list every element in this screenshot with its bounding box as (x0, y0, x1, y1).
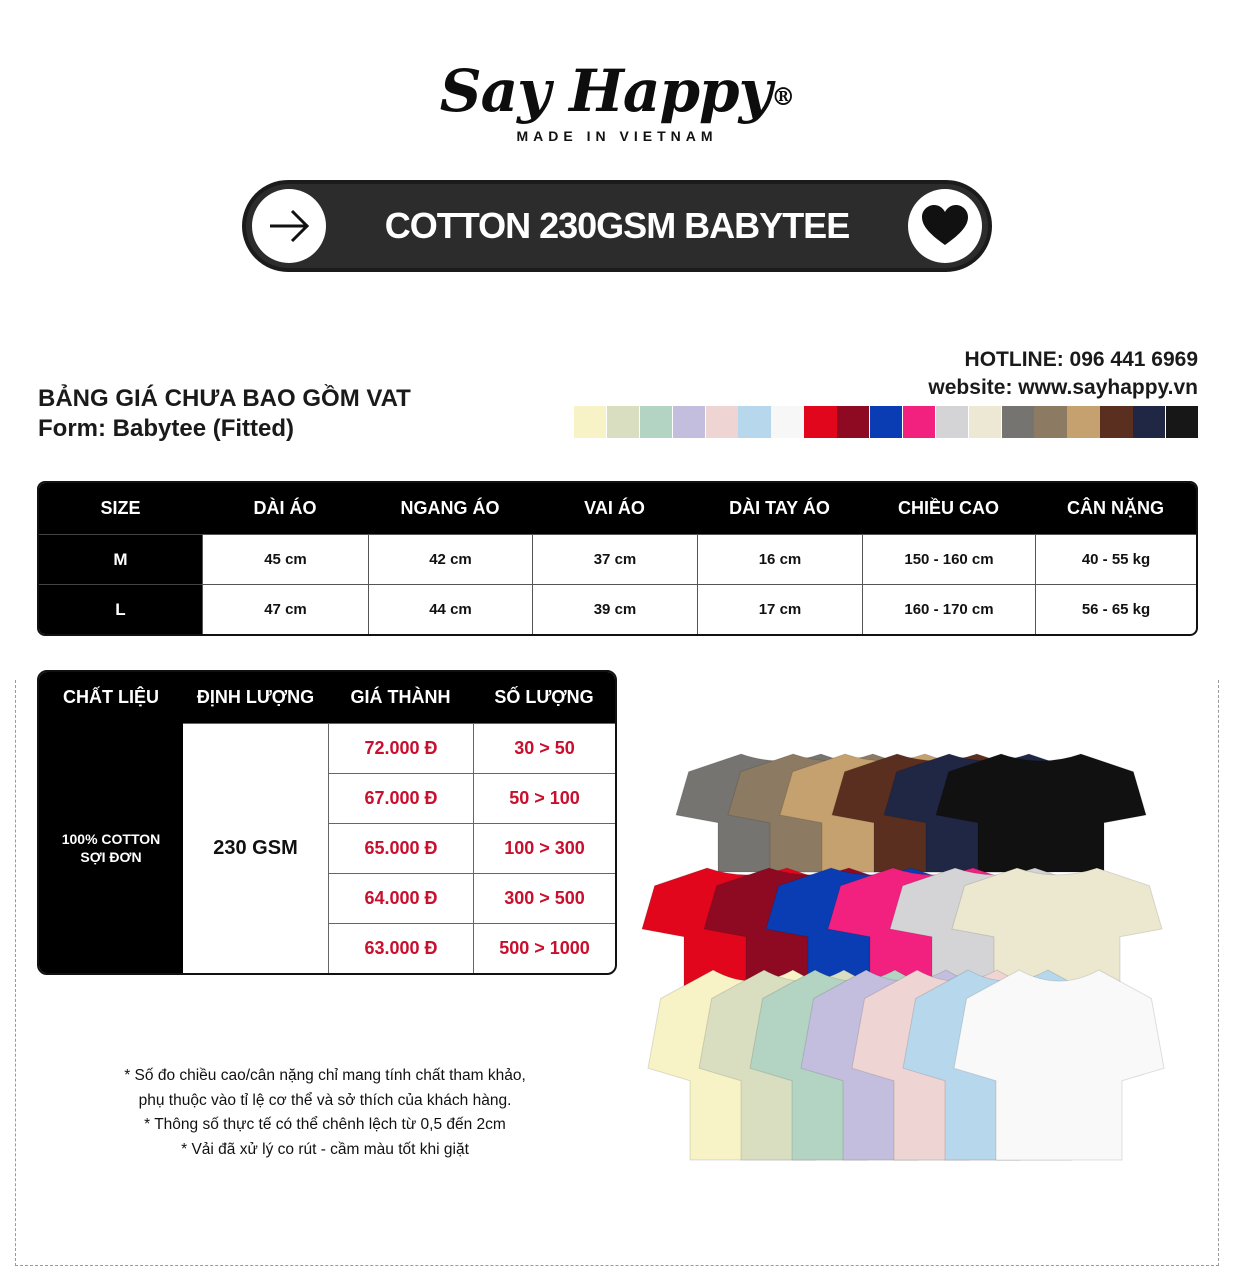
table-cell: 17 cm (697, 584, 862, 634)
color-swatch (673, 406, 705, 438)
form-label: Form: Babytee (Fitted) (38, 415, 295, 442)
product-title: COTTON 230GSM BABYTEE (384, 205, 850, 246)
color-swatch (706, 406, 738, 438)
color-swatch (1100, 406, 1132, 438)
quantity-cell: 100 > 300 (473, 823, 615, 873)
vat-note: BẢNG GIÁ CHƯA BAO GỒM VAT (38, 385, 411, 412)
product-banner (242, 180, 992, 272)
color-swatch (738, 406, 770, 438)
quantity-cell: 50 > 100 (473, 773, 615, 823)
table-row (39, 723, 615, 773)
color-swatch (936, 406, 968, 438)
table-cell: 56 - 65 kg (1035, 584, 1196, 634)
brand-logo (0, 56, 1234, 144)
header-length: DÀI ÁO (202, 483, 368, 534)
size-l: L (39, 584, 202, 634)
weight-cell: 230 GSM (183, 723, 328, 973)
note-line: * Vải đã xử lý co rút - cầm màu tốt khi giặt (181, 1140, 469, 1158)
table-cell: 16 cm (697, 534, 862, 584)
material-line: 100% COTTON (61, 831, 161, 847)
header-material: CHẤT LIỆU (39, 672, 183, 723)
header-quantity: SỐ LƯỢNG (473, 672, 615, 723)
price-cell: 63.000 Đ (328, 923, 473, 973)
material-line: SỢI ĐƠN (80, 849, 142, 865)
size-table-header (39, 483, 1196, 534)
header-sleeve: DÀI TAY ÁO (697, 483, 862, 534)
notes (60, 1064, 590, 1162)
color-swatch (837, 406, 869, 438)
table-cell: 42 cm (368, 534, 532, 584)
table-cell: 39 cm (532, 584, 697, 634)
color-swatch (969, 406, 1001, 438)
registered-mark: ® (771, 82, 795, 111)
color-swatches (574, 406, 1199, 438)
material-cell (39, 723, 183, 973)
heart-icon (908, 189, 982, 263)
price-cell: 64.000 Đ (328, 873, 473, 923)
contact-info (928, 346, 1198, 402)
header-size: SIZE (39, 483, 202, 534)
table-cell: 45 cm (202, 534, 368, 584)
color-swatch (870, 406, 902, 438)
color-swatch (1067, 406, 1099, 438)
tshirt-color-stack (640, 750, 1170, 1170)
table-cell: 150 - 160 cm (862, 534, 1035, 584)
color-swatch (804, 406, 836, 438)
color-swatch (1002, 406, 1034, 438)
brand-name: Say Happy® (439, 57, 795, 125)
note-line: * Thông số thực tế có thể chênh lệch từ 0,5 đến 2cm (144, 1116, 506, 1133)
favorite-button[interactable] (908, 189, 982, 263)
table-row (39, 584, 1196, 634)
table-cell: 44 cm (368, 584, 532, 634)
price-cell: 65.000 Đ (328, 823, 473, 873)
price-table-header (39, 672, 615, 723)
website[interactable]: website: www.sayhappy.vn (928, 376, 1198, 399)
color-swatch (771, 406, 803, 438)
table-cell: 40 - 55 kg (1035, 534, 1196, 584)
color-swatch (640, 406, 672, 438)
price-cell: 72.000 Đ (328, 723, 473, 773)
brand-tagline: MADE IN VIETNAM (516, 128, 718, 144)
note-line: * Số đo chiều cao/cân nặng chỉ mang tính chất tham khảo, (124, 1067, 526, 1084)
color-swatch (607, 406, 639, 438)
header-width: NGANG ÁO (368, 483, 532, 534)
arrow-right-icon (252, 189, 326, 263)
size-table (37, 481, 1198, 636)
quantity-cell: 500 > 1000 (473, 923, 615, 973)
table-row (39, 534, 1196, 584)
table-cell: 37 cm (532, 534, 697, 584)
quantity-cell: 30 > 50 (473, 723, 615, 773)
header-weight-gsm: ĐỊNH LƯỢNG (183, 672, 328, 723)
note-line: phụ thuộc vào tỉ lệ cơ thể và sở thích của khách hàng. (138, 1091, 512, 1109)
color-swatch (574, 406, 606, 438)
arrow-button[interactable] (252, 189, 326, 263)
header-shoulder: VAI ÁO (532, 483, 697, 534)
size-m: M (39, 534, 202, 584)
color-swatch (1034, 406, 1066, 438)
price-table (37, 670, 617, 975)
color-swatch (1133, 406, 1165, 438)
color-swatch (1166, 406, 1198, 438)
header-weight: CÂN NẶNG (1035, 483, 1196, 534)
color-swatch (903, 406, 935, 438)
quantity-cell: 300 > 500 (473, 873, 615, 923)
header-height: CHIỀU CAO (862, 483, 1035, 534)
table-cell: 160 - 170 cm (862, 584, 1035, 634)
table-cell: 47 cm (202, 584, 368, 634)
hotline: HOTLINE: 096 441 6969 (964, 348, 1198, 371)
price-note (38, 384, 411, 444)
header-price: GIÁ THÀNH (328, 672, 473, 723)
price-cell: 67.000 Đ (328, 773, 473, 823)
